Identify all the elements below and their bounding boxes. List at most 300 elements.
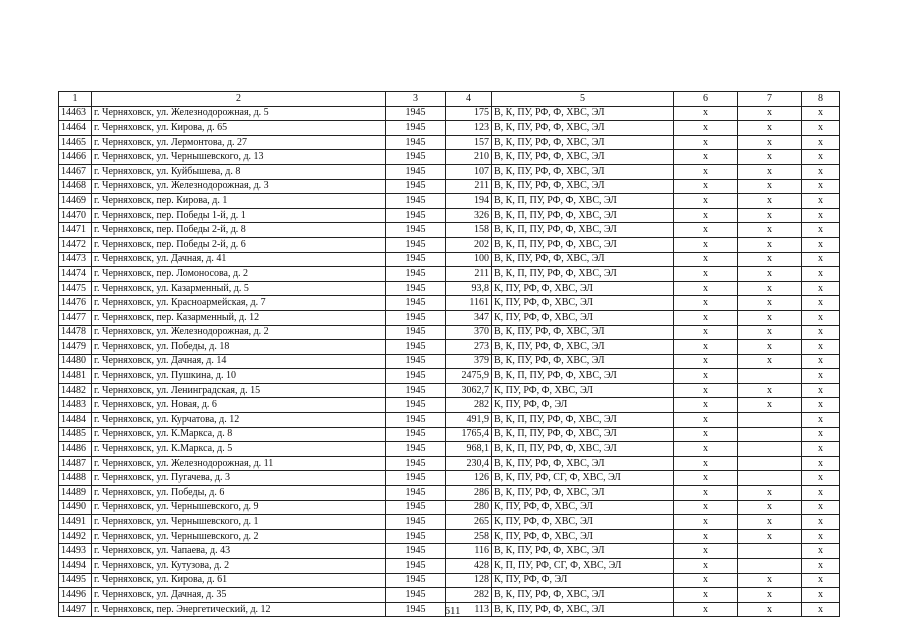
equipment-cell: В, К, П, ПУ, РФ, Ф, ХВС, ЭЛ [492, 208, 674, 223]
equipment-cell: К, ПУ, РФ, Ф, ЭЛ [492, 398, 674, 413]
address-cell: г. Черняховск, ул. Чернышевского, д. 9 [92, 500, 386, 515]
address-cell: г. Черняховск, ул. Победы, д. 6 [92, 486, 386, 501]
record-id-cell: 14483 [59, 398, 92, 413]
record-id-cell: 14486 [59, 442, 92, 457]
area-cell: 175 [446, 106, 492, 121]
col6-cell: x [674, 340, 738, 355]
address-cell: г. Черняховск, ул. Чернышевского, д. 13 [92, 150, 386, 165]
col7-cell: x [738, 500, 802, 515]
record-id-cell: 14478 [59, 325, 92, 340]
col7-cell: x [738, 194, 802, 209]
address-cell: г. Черняховск, ул. Ленинградская, д. 15 [92, 383, 386, 398]
table-row [59, 529, 840, 544]
area-cell: 1161 [446, 296, 492, 311]
area-cell: 93,8 [446, 281, 492, 296]
col8-cell: x [802, 588, 840, 603]
col6-cell: x [674, 208, 738, 223]
equipment-cell: В, К, ПУ, РФ, Ф, ХВС, ЭЛ [492, 544, 674, 559]
equipment-cell: В, К, ПУ, РФ, Ф, ХВС, ЭЛ [492, 252, 674, 267]
address-cell: г. Черняховск, ул. Железнодорожная, д. 3 [92, 179, 386, 194]
table-row [59, 164, 840, 179]
table-row [59, 383, 840, 398]
col6-cell: x [674, 369, 738, 384]
year-cell: 1945 [386, 456, 446, 471]
address-cell: г. Черняховск, ул. Красноармейская, д. 7 [92, 296, 386, 311]
col7-cell: x [738, 281, 802, 296]
year-cell: 1945 [386, 588, 446, 603]
year-cell: 1945 [386, 208, 446, 223]
record-id-cell: 14463 [59, 106, 92, 121]
table-row [59, 456, 840, 471]
equipment-cell: К, ПУ, РФ, Ф, ХВС, ЭЛ [492, 281, 674, 296]
year-cell: 1945 [386, 325, 446, 340]
table-row [59, 427, 840, 442]
header-cell: 5 [492, 92, 674, 107]
col7-cell: x [738, 252, 802, 267]
col8-cell: x [802, 500, 840, 515]
table-row [59, 544, 840, 559]
col8-cell: x [802, 471, 840, 486]
table-row [59, 573, 840, 588]
equipment-cell: К, ПУ, РФ, Ф, ХВС, ЭЛ [492, 383, 674, 398]
equipment-cell: В, К, ПУ, РФ, Ф, ХВС, ЭЛ [492, 486, 674, 501]
address-cell: г. Черняховск, ул. Курчатова, д. 12 [92, 413, 386, 428]
table-row [59, 398, 840, 413]
col7-cell: x [738, 588, 802, 603]
table-row [59, 559, 840, 574]
address-cell: г. Черняховск, пер. Победы 2-й, д. 8 [92, 223, 386, 238]
table-row [59, 413, 840, 428]
col6-cell: x [674, 354, 738, 369]
col6-cell: x [674, 237, 738, 252]
col6-cell: x [674, 106, 738, 121]
area-cell: 194 [446, 194, 492, 209]
header-row [59, 92, 840, 107]
equipment-cell: В, К, ПУ, РФ, Ф, ХВС, ЭЛ [492, 106, 674, 121]
year-cell: 1945 [386, 559, 446, 574]
col8-cell: x [802, 544, 840, 559]
col8-cell: x [802, 340, 840, 355]
area-cell: 265 [446, 515, 492, 530]
address-cell: г. Черняховск, ул. К.Маркса, д. 8 [92, 427, 386, 442]
col8-cell: x [802, 529, 840, 544]
area-cell: 282 [446, 398, 492, 413]
year-cell: 1945 [386, 602, 446, 617]
col7-cell: x [738, 340, 802, 355]
header-cell: 2 [92, 92, 386, 107]
equipment-cell: В, К, П, ПУ, РФ, Ф, ХВС, ЭЛ [492, 442, 674, 457]
equipment-cell: К, ПУ, РФ, Ф, ХВС, ЭЛ [492, 500, 674, 515]
record-id-cell: 14469 [59, 194, 92, 209]
table-row [59, 310, 840, 325]
year-cell: 1945 [386, 194, 446, 209]
col7-cell: x [738, 310, 802, 325]
area-cell: 282 [446, 588, 492, 603]
table-row [59, 208, 840, 223]
area-cell: 280 [446, 500, 492, 515]
equipment-cell: В, К, ПУ, РФ, Ф, ХВС, ЭЛ [492, 325, 674, 340]
col8-cell: x [802, 573, 840, 588]
col8-cell: x [802, 296, 840, 311]
record-id-cell: 14490 [59, 500, 92, 515]
record-id-cell: 14466 [59, 150, 92, 165]
area-cell: 258 [446, 529, 492, 544]
year-cell: 1945 [386, 340, 446, 355]
record-id-cell: 14480 [59, 354, 92, 369]
table-row [59, 486, 840, 501]
equipment-cell: В, К, ПУ, РФ, Ф, ХВС, ЭЛ [492, 602, 674, 617]
table-row [59, 194, 840, 209]
table-row [59, 281, 840, 296]
col8-cell: x [802, 194, 840, 209]
equipment-cell: В, К, П, ПУ, РФ, Ф, ХВС, ЭЛ [492, 237, 674, 252]
record-id-cell: 14473 [59, 252, 92, 267]
col6-cell: x [674, 398, 738, 413]
address-cell: г. Черняховск, пер. Ломоносова, д. 2 [92, 267, 386, 282]
record-id-cell: 14470 [59, 208, 92, 223]
address-cell: г. Черняховск, ул. Железнодорожная, д. 5 [92, 106, 386, 121]
year-cell: 1945 [386, 500, 446, 515]
area-cell: 202 [446, 237, 492, 252]
address-cell: г. Черняховск, пер. Победы 1-й, д. 1 [92, 208, 386, 223]
year-cell: 1945 [386, 369, 446, 384]
area-cell: 273 [446, 340, 492, 355]
col7-cell: x [738, 486, 802, 501]
equipment-cell: В, К, ПУ, РФ, Ф, ХВС, ЭЛ [492, 340, 674, 355]
area-cell: 379 [446, 354, 492, 369]
col6-cell: x [674, 602, 738, 617]
col8-cell: x [802, 383, 840, 398]
equipment-cell: В, К, ПУ, РФ, Ф, ХВС, ЭЛ [492, 588, 674, 603]
header-cell: 7 [738, 92, 802, 107]
col7-cell [738, 559, 802, 574]
area-cell: 2475,9 [446, 369, 492, 384]
col8-cell: x [802, 442, 840, 457]
record-id-cell: 14475 [59, 281, 92, 296]
col7-cell: x [738, 398, 802, 413]
col8-cell: x [802, 310, 840, 325]
table-row [59, 106, 840, 121]
year-cell: 1945 [386, 427, 446, 442]
col6-cell: x [674, 486, 738, 501]
area-cell: 3062,7 [446, 383, 492, 398]
area-cell: 107 [446, 164, 492, 179]
equipment-cell: В, К, ПУ, РФ, СГ, Ф, ХВС, ЭЛ [492, 471, 674, 486]
col8-cell: x [802, 456, 840, 471]
address-cell: г. Черняховск, пер. Казарменный, д. 12 [92, 310, 386, 325]
col7-cell [738, 456, 802, 471]
area-cell: 326 [446, 208, 492, 223]
table-row [59, 237, 840, 252]
address-cell: г. Черняховск, ул. К.Маркса, д. 5 [92, 442, 386, 457]
area-cell: 116 [446, 544, 492, 559]
col7-cell: x [738, 602, 802, 617]
year-cell: 1945 [386, 413, 446, 428]
col8-cell: x [802, 325, 840, 340]
col6-cell: x [674, 179, 738, 194]
table-row [59, 121, 840, 136]
area-cell: 211 [446, 179, 492, 194]
year-cell: 1945 [386, 237, 446, 252]
header-cell: 3 [386, 92, 446, 107]
col6-cell: x [674, 150, 738, 165]
col6-cell: x [674, 121, 738, 136]
table-row [59, 252, 840, 267]
col8-cell: x [802, 106, 840, 121]
col8-cell: x [802, 369, 840, 384]
col6-cell: x [674, 281, 738, 296]
equipment-cell: В, К, ПУ, РФ, Ф, ХВС, ЭЛ [492, 354, 674, 369]
area-cell: 347 [446, 310, 492, 325]
header-cell: 8 [802, 92, 840, 107]
area-cell: 126 [446, 471, 492, 486]
address-cell: г. Черняховск, ул. Дачная, д. 35 [92, 588, 386, 603]
col6-cell: x [674, 456, 738, 471]
table-row [59, 150, 840, 165]
address-cell: г. Черняховск, ул. Чернышевского, д. 1 [92, 515, 386, 530]
col8-cell: x [802, 281, 840, 296]
table-row [59, 515, 840, 530]
area-cell: 123 [446, 121, 492, 136]
year-cell: 1945 [386, 544, 446, 559]
address-cell: г. Черняховск, ул. Казарменный, д. 5 [92, 281, 386, 296]
equipment-cell: К, ПУ, РФ, Ф, ЭЛ [492, 573, 674, 588]
col7-cell [738, 544, 802, 559]
year-cell: 1945 [386, 310, 446, 325]
col7-cell: x [738, 106, 802, 121]
record-id-cell: 14497 [59, 602, 92, 617]
year-cell: 1945 [386, 135, 446, 150]
area-cell: 113 [446, 602, 492, 617]
col6-cell: x [674, 325, 738, 340]
col7-cell: x [738, 121, 802, 136]
col6-cell: x [674, 383, 738, 398]
equipment-cell: К, ПУ, РФ, Ф, ХВС, ЭЛ [492, 296, 674, 311]
table-row [59, 179, 840, 194]
area-cell: 230,4 [446, 456, 492, 471]
col8-cell: x [802, 427, 840, 442]
table-row [59, 442, 840, 457]
header-cell: 1 [59, 92, 92, 107]
col7-cell: x [738, 237, 802, 252]
col7-cell: x [738, 208, 802, 223]
record-id-cell: 14496 [59, 588, 92, 603]
col8-cell: x [802, 354, 840, 369]
year-cell: 1945 [386, 354, 446, 369]
table-row [59, 296, 840, 311]
table-row [59, 471, 840, 486]
record-id-cell: 14494 [59, 559, 92, 574]
record-id-cell: 14488 [59, 471, 92, 486]
col6-cell: x [674, 559, 738, 574]
area-cell: 370 [446, 325, 492, 340]
col6-cell: x [674, 544, 738, 559]
record-id-cell: 14492 [59, 529, 92, 544]
address-cell: г. Черняховск, пер. Энергетический, д. 12 [92, 602, 386, 617]
address-cell: г. Черняховск, пер. Кирова, д. 1 [92, 194, 386, 209]
col8-cell: x [802, 135, 840, 150]
table-row [59, 325, 840, 340]
equipment-cell: В, К, ПУ, РФ, Ф, ХВС, ЭЛ [492, 164, 674, 179]
record-id-cell: 14476 [59, 296, 92, 311]
col8-cell: x [802, 267, 840, 282]
area-cell: 210 [446, 150, 492, 165]
housing-registry-table [58, 91, 840, 617]
area-cell: 211 [446, 267, 492, 282]
equipment-cell: В, К, П, ПУ, РФ, Ф, ХВС, ЭЛ [492, 413, 674, 428]
table-row [59, 267, 840, 282]
col8-cell: x [802, 486, 840, 501]
col7-cell [738, 413, 802, 428]
address-cell: г. Черняховск, ул. Чернышевского, д. 2 [92, 529, 386, 544]
col8-cell: x [802, 413, 840, 428]
col7-cell [738, 427, 802, 442]
record-id-cell: 14464 [59, 121, 92, 136]
year-cell: 1945 [386, 121, 446, 136]
record-id-cell: 14482 [59, 383, 92, 398]
col8-cell: x [802, 398, 840, 413]
col7-cell: x [738, 179, 802, 194]
record-id-cell: 14477 [59, 310, 92, 325]
equipment-cell: В, К, П, ПУ, РФ, Ф, ХВС, ЭЛ [492, 369, 674, 384]
col7-cell: x [738, 354, 802, 369]
equipment-cell: К, ПУ, РФ, Ф, ХВС, ЭЛ [492, 515, 674, 530]
page-number: 611 [444, 605, 461, 617]
area-cell: 158 [446, 223, 492, 238]
table-row [59, 354, 840, 369]
area-cell: 100 [446, 252, 492, 267]
area-cell: 286 [446, 486, 492, 501]
record-id-cell: 14489 [59, 486, 92, 501]
col6-cell: x [674, 529, 738, 544]
col6-cell: x [674, 442, 738, 457]
col6-cell: x [674, 588, 738, 603]
col7-cell: x [738, 164, 802, 179]
address-cell: г. Черняховск, ул. Кирова, д. 61 [92, 573, 386, 588]
year-cell: 1945 [386, 573, 446, 588]
record-id-cell: 14474 [59, 267, 92, 282]
col6-cell: x [674, 252, 738, 267]
year-cell: 1945 [386, 281, 446, 296]
equipment-cell: В, К, ПУ, РФ, Ф, ХВС, ЭЛ [492, 150, 674, 165]
address-cell: г. Черняховск, ул. Дачная, д. 41 [92, 252, 386, 267]
col7-cell: x [738, 267, 802, 282]
col8-cell: x [802, 559, 840, 574]
col7-cell: x [738, 296, 802, 311]
table-row [59, 369, 840, 384]
col8-cell: x [802, 223, 840, 238]
address-cell: г. Черняховск, ул. Пушкина, д. 10 [92, 369, 386, 384]
address-cell: г. Черняховск, ул. Пугачева, д. 3 [92, 471, 386, 486]
col6-cell: x [674, 194, 738, 209]
equipment-cell: В, К, ПУ, РФ, Ф, ХВС, ЭЛ [492, 179, 674, 194]
year-cell: 1945 [386, 515, 446, 530]
col8-cell: x [802, 179, 840, 194]
record-id-cell: 14493 [59, 544, 92, 559]
col6-cell: x [674, 413, 738, 428]
col7-cell: x [738, 529, 802, 544]
equipment-cell: В, К, ПУ, РФ, Ф, ХВС, ЭЛ [492, 135, 674, 150]
col7-cell [738, 442, 802, 457]
table-row [59, 135, 840, 150]
table-body [59, 106, 840, 617]
year-cell: 1945 [386, 252, 446, 267]
col6-cell: x [674, 310, 738, 325]
col6-cell: x [674, 573, 738, 588]
address-cell: г. Черняховск, ул. Лермонтова, д. 27 [92, 135, 386, 150]
equipment-cell: К, ПУ, РФ, Ф, ХВС, ЭЛ [492, 310, 674, 325]
year-cell: 1945 [386, 383, 446, 398]
table-row [59, 588, 840, 603]
year-cell: 1945 [386, 471, 446, 486]
col8-cell: x [802, 208, 840, 223]
address-cell: г. Черняховск, пер. Победы 2-й, д. 6 [92, 237, 386, 252]
area-cell: 1765,4 [446, 427, 492, 442]
year-cell: 1945 [386, 296, 446, 311]
year-cell: 1945 [386, 486, 446, 501]
record-id-cell: 14467 [59, 164, 92, 179]
record-id-cell: 14481 [59, 369, 92, 384]
equipment-cell: В, К, ПУ, РФ, Ф, ХВС, ЭЛ [492, 121, 674, 136]
area-cell: 157 [446, 135, 492, 150]
record-id-cell: 14484 [59, 413, 92, 428]
col7-cell: x [738, 325, 802, 340]
equipment-cell: К, ПУ, РФ, Ф, ХВС, ЭЛ [492, 529, 674, 544]
area-cell: 128 [446, 573, 492, 588]
header-cell: 6 [674, 92, 738, 107]
col6-cell: x [674, 135, 738, 150]
record-id-cell: 14465 [59, 135, 92, 150]
col7-cell [738, 471, 802, 486]
year-cell: 1945 [386, 398, 446, 413]
table-row [59, 500, 840, 515]
table-row [59, 223, 840, 238]
header-cell: 4 [446, 92, 492, 107]
equipment-cell: В, К, П, ПУ, РФ, Ф, ХВС, ЭЛ [492, 427, 674, 442]
record-id-cell: 14479 [59, 340, 92, 355]
col7-cell: x [738, 515, 802, 530]
area-cell: 968,1 [446, 442, 492, 457]
address-cell: г. Черняховск, ул. Железнодорожная, д. 2 [92, 325, 386, 340]
year-cell: 1945 [386, 442, 446, 457]
equipment-cell: В, К, П, ПУ, РФ, Ф, ХВС, ЭЛ [492, 267, 674, 282]
col7-cell: x [738, 573, 802, 588]
col7-cell: x [738, 223, 802, 238]
col7-cell: x [738, 383, 802, 398]
equipment-cell: К, П, ПУ, РФ, СГ, Ф, ХВС, ЭЛ [492, 559, 674, 574]
col6-cell: x [674, 296, 738, 311]
record-id-cell: 14495 [59, 573, 92, 588]
col6-cell: x [674, 471, 738, 486]
record-id-cell: 14491 [59, 515, 92, 530]
col8-cell: x [802, 150, 840, 165]
area-cell: 491,9 [446, 413, 492, 428]
col6-cell: x [674, 164, 738, 179]
col7-cell [738, 369, 802, 384]
col8-cell: x [802, 121, 840, 136]
table-row [59, 340, 840, 355]
year-cell: 1945 [386, 267, 446, 282]
record-id-cell: 14468 [59, 179, 92, 194]
year-cell: 1945 [386, 106, 446, 121]
year-cell: 1945 [386, 179, 446, 194]
col6-cell: x [674, 515, 738, 530]
col7-cell: x [738, 135, 802, 150]
address-cell: г. Черняховск, ул. Дачная, д. 14 [92, 354, 386, 369]
address-cell: г. Черняховск, ул. Чапаева, д. 43 [92, 544, 386, 559]
col6-cell: x [674, 267, 738, 282]
col8-cell: x [802, 164, 840, 179]
